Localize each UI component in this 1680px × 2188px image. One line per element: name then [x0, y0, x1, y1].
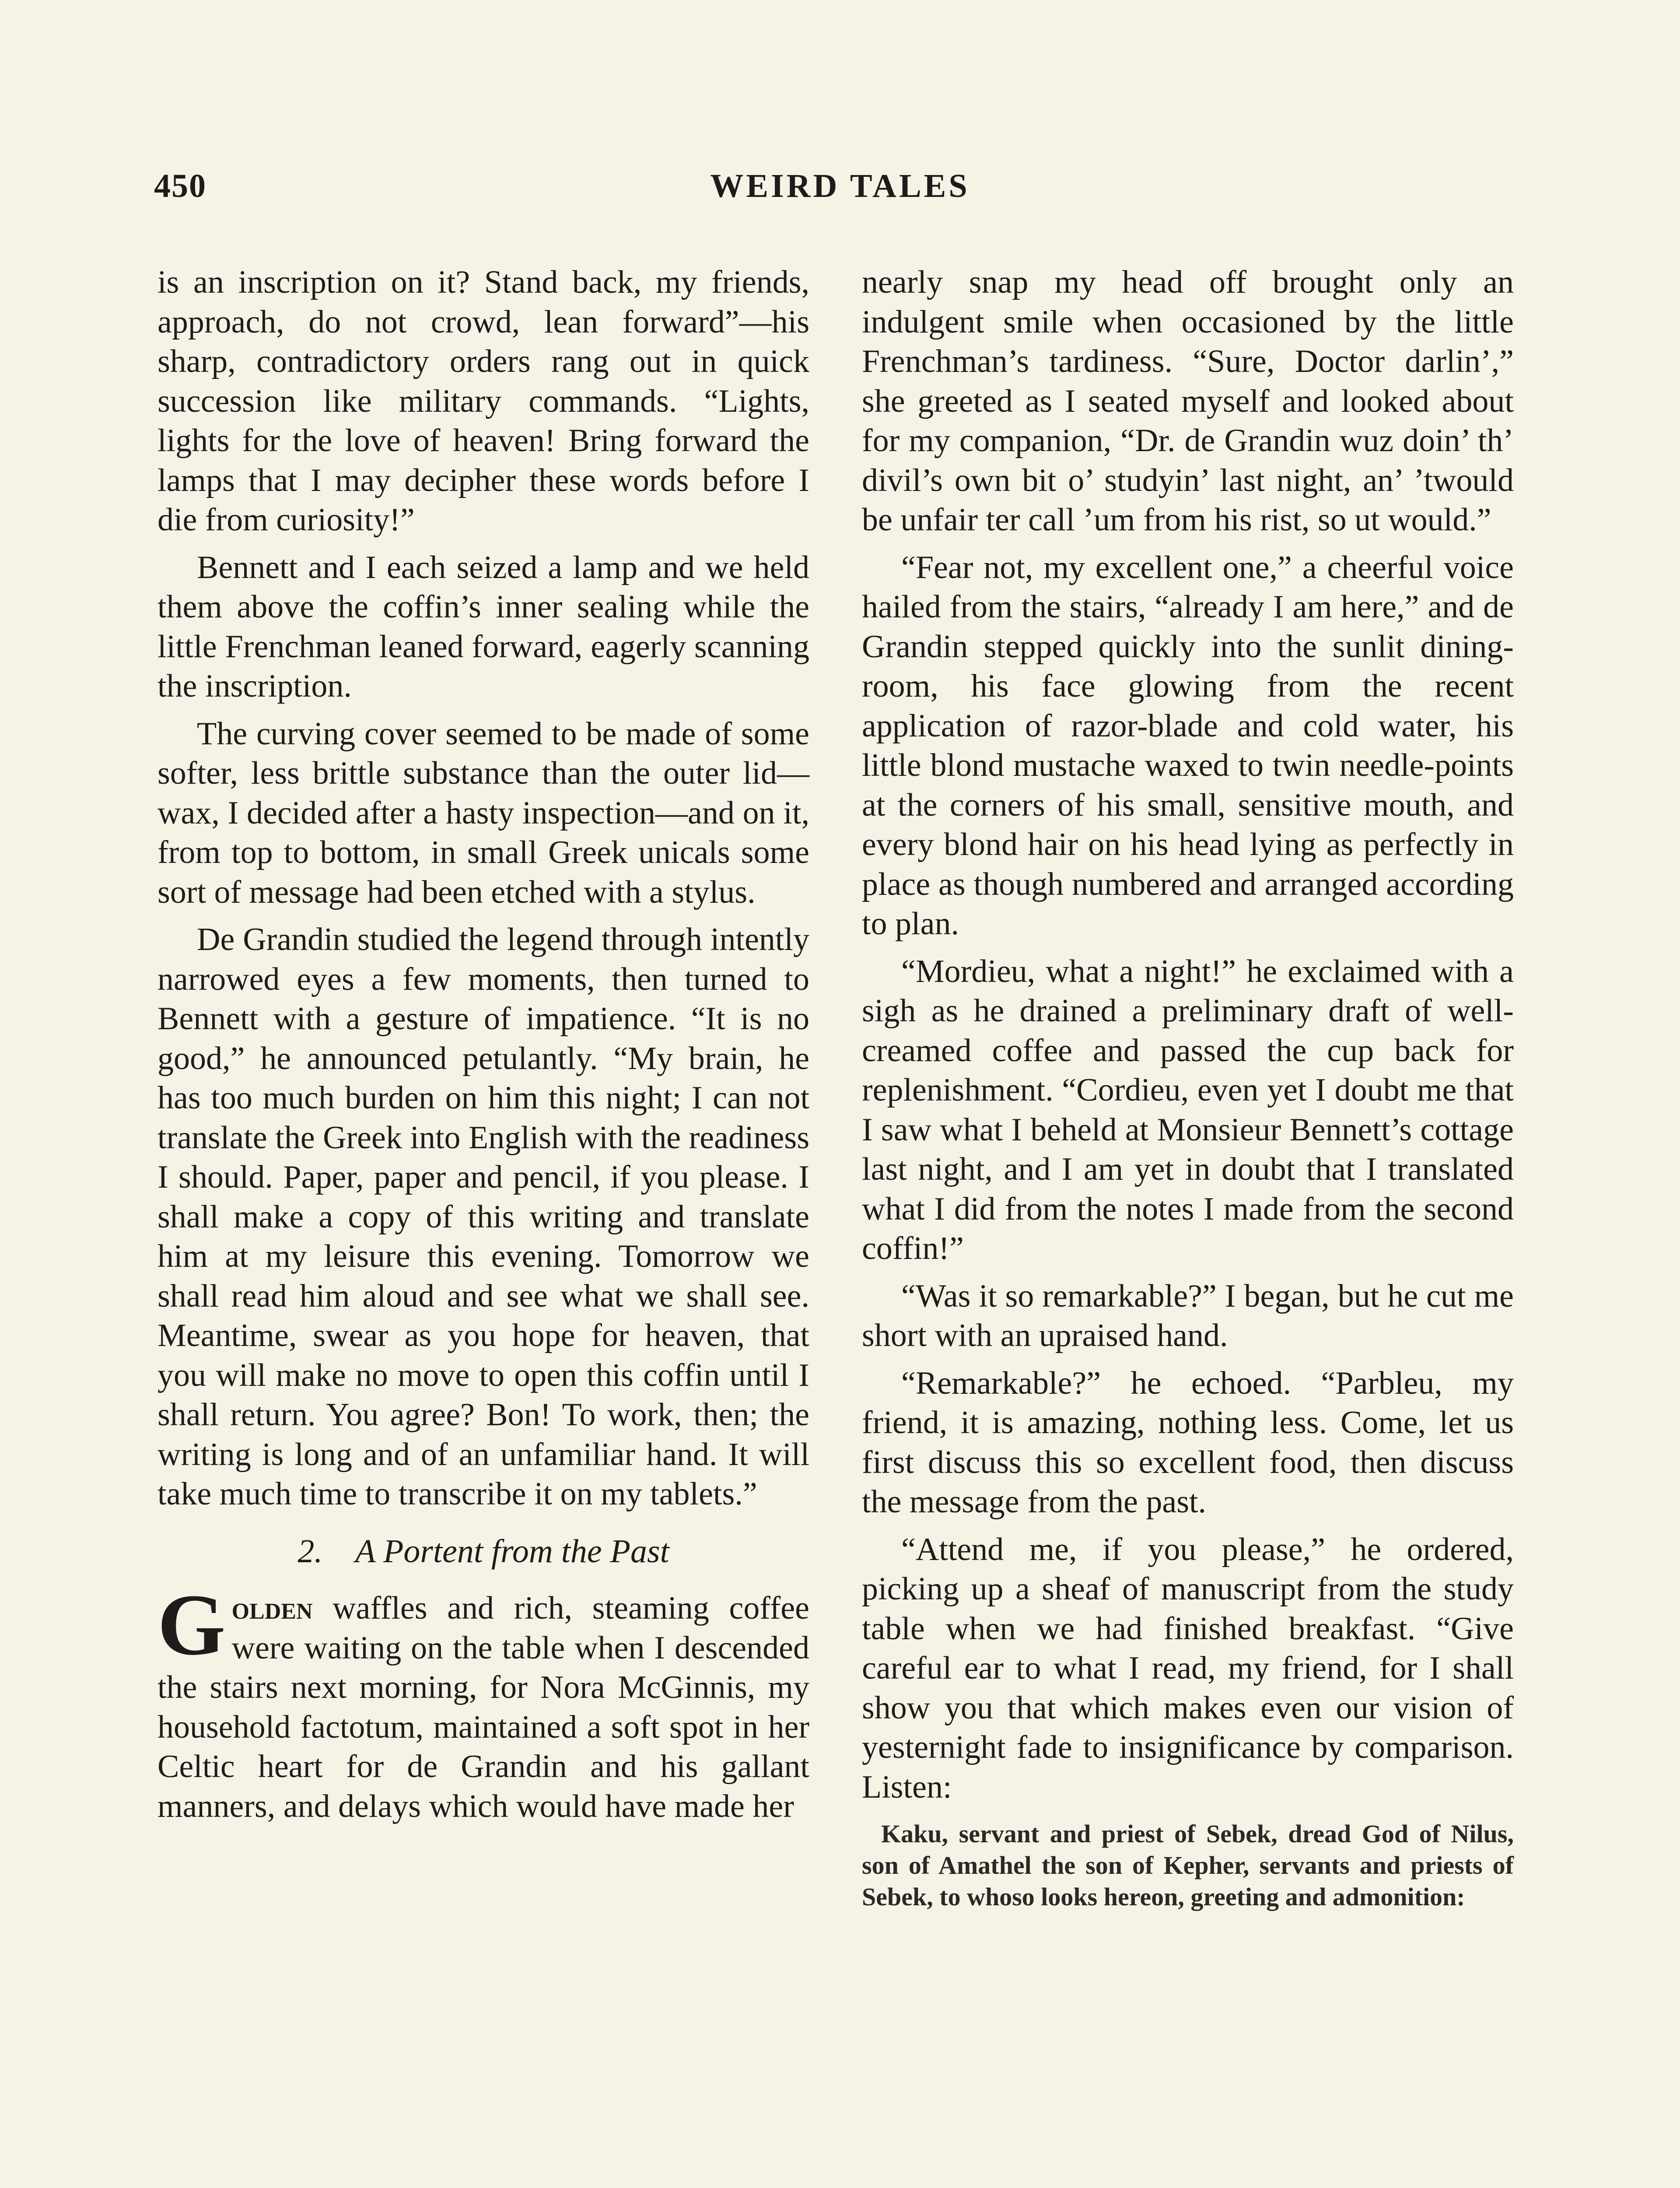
paragraph: The curving cover seemed to be made of some softer, less brittle substance than the outer lid—wax, I decided after a hasty inspection—and on it, from top to bottom, in small Greek unicals some sort of message had been etched with a stylus. [158, 715, 809, 910]
paragraph: “Was it so remarkable?” I began, but he cut me short with an upraised hand. [862, 1278, 1514, 1353]
paragraph: “Attend me, if you please,” he ordered, picking up a sheaf of manuscript from the study table when we had finished breakfast. “Give careful ear to what I read, my friend, for I shall show you that which makes even our vision of yesternight fade to insignificance by comparison. Listen: [862, 1531, 1514, 1805]
drop-cap: G [158, 1577, 226, 1673]
paragraph: “Fear not, my excellent one,” a cheerful voice hailed from the stairs, “already I am here,” and de Grandin stepped quickly into the sunlit dining-room, his face glowing from the recent application of razor-blade and cold water, his little blond mustache waxed to twin needle-points at the corners of his small, sensitive mouth, and every blond hair on his head lying as perfectly in place as though numbered and arranged according to plan. [862, 549, 1514, 942]
smallcaps-lead: olden [231, 1590, 313, 1626]
section-number: 2. [298, 1532, 323, 1570]
page-number: 450 [154, 168, 206, 204]
paragraph: nearly snap my head off brought only an indulgent smile when occasioned by the little Frenchman’s tardiness. “Sure, Doctor darlin’,” she greeted as I seated myself and looked about for my companion, “Dr. de Grandin wuz doin’ th’ divil’s own bit o’ studyin’ last night, an’ ’twould be unfair ter call ’um from his rist, so ut would.” [862, 264, 1514, 538]
paragraph: “Mordieu, what a night!” he exclaimed with a sigh as he drained a preliminary draft of well-creamed coffee and passed the cup back for replenishment. “Cordieu, even yet I doubt me that I saw what I beheld at Monsieur Bennett’s cottage last night, and I am yet in doubt that I translated what I did from the notes I made from the second coffin!” [862, 953, 1514, 1266]
paragraph [158, 1577, 809, 1826]
left-column [158, 263, 809, 1834]
paragraph: Bennett and I each seized a lamp and we held them above the coffin’s inner sealing while the little Frenchman leaned forward, eagerly scanning the inscription. [158, 549, 809, 704]
running-head: WEIRD TALES [710, 168, 970, 204]
paragraph: is an inscription on it? Stand back, my friends, approach, do not crowd, lean forward”—his sharp, contradictory orders rang out in quick succession like military commands. “Lights, lights for the love of heaven! Bring forward the lamps that I may decipher these words before I die from curiosity!” [158, 264, 809, 538]
paragraph: “Remarkable?” he echoed. “Parbleu, my friend, it is amazing, nothing less. Come, let us first discuss this so excellent food, then discuss the message from the past. [862, 1365, 1514, 1520]
right-column [862, 263, 1514, 1913]
paragraph-text: waffles and rich, steaming coffee were waiting on the table when I descended the stairs next morning, for Nora McGinnis, my household factotum, maintained a soft spot in her Celtic heart for de Grandin and his gallant manners, and delays which would have made her [158, 1590, 809, 1824]
paragraph: De Grandin studied the legend through intently narrowed eyes a few moments, then turned to Bennett with a gesture of impatience. “It is no good,” he announced petulantly. “My brain, he has too much burden on him this night; I can not translate the Greek into English with the readiness I should. Paper, paper and pencil, if you please. I shall make a copy of this writing and translate him at my leisure this evening. Tomorrow we shall read him aloud and see what we shall see. Meantime, swear as you hope for heaven, that you will make no move to open this coffin until I shall return. You agree? Bon! To work, then; the writing is long and of an unfamiliar hand. It will take much time to transcribe it on my tablets.” [158, 922, 809, 1512]
section-heading [158, 1532, 809, 1571]
section-title: A Portent from the Past [355, 1532, 669, 1570]
inscription-excerpt: Kaku, servant and priest of Sebek, dread God of Nilus, son of Amathel the son of Kepher, servants and priests of Sebek, to whoso looks hereon, greeting and admonition: [862, 1820, 1514, 1911]
